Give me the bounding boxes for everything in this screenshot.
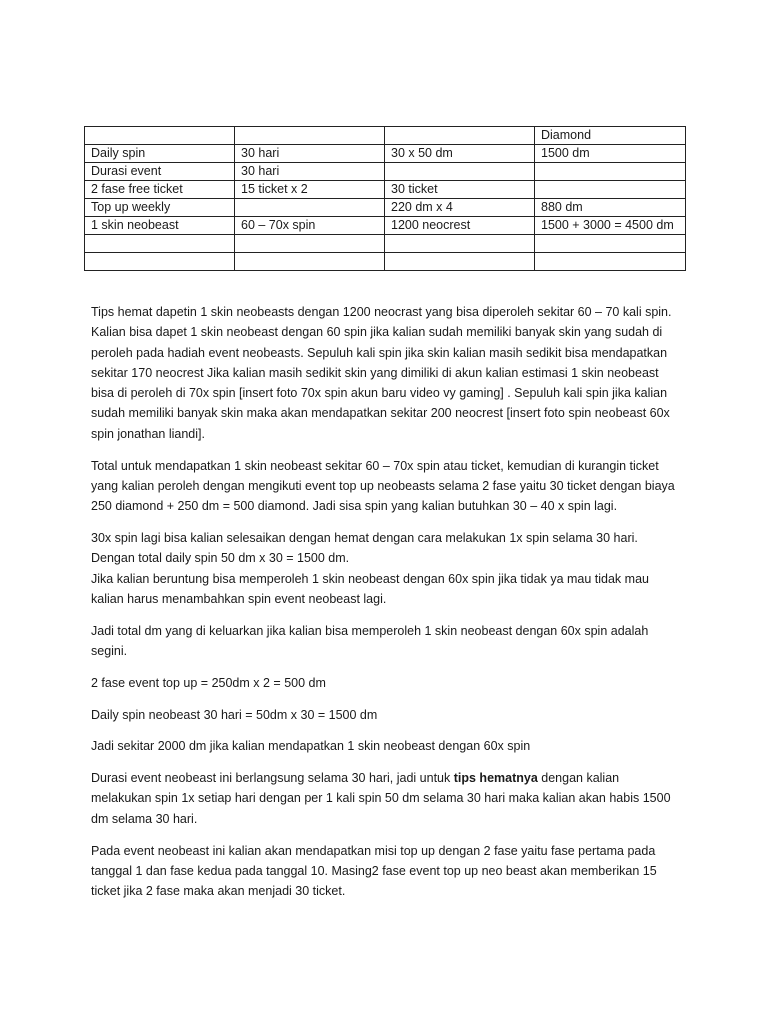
table-cell xyxy=(235,127,385,145)
paragraph-line: Dengan total daily spin 50 dm x 30 = 1500 dm. xyxy=(91,551,350,566)
table-cell: 220 dm x 4 xyxy=(385,199,535,217)
table-cell: 1500 + 3000 = 4500 dm xyxy=(535,217,686,235)
table-row xyxy=(85,217,686,235)
table-cell: 30 hari xyxy=(235,163,385,181)
paragraph-topup-calc: 2 fase event top up = 250dm x 2 = 500 dm xyxy=(91,675,326,690)
table-cell: Durasi event xyxy=(85,163,235,181)
paragraph-line: 30x spin lagi bisa kalian selesaikan dengan hemat dengan cara melakukan 1x spin selama 30 hari. xyxy=(91,530,638,545)
table-cell xyxy=(85,127,235,145)
body-text xyxy=(91,302,681,913)
table-row xyxy=(85,253,686,271)
paragraph-total-spin: Total untuk mendapatkan 1 skin neobeast sekitar 60 – 70x spin atau ticket, kemudian di kurangin ticket yang kalian peroleh dengan mengikuti event top up neobeasts selama 2 fase yaitu 30 ticket dengan biaya 250 diamond + 250 dm = 500 diamond. Jadi sisa spin yang kalian butuhkan 30 – 40 x spin lagi. xyxy=(91,458,675,514)
table-cell xyxy=(535,181,686,199)
summary-table xyxy=(84,126,686,271)
table-cell: 1200 neocrest xyxy=(385,217,535,235)
paragraph-duration xyxy=(91,768,681,829)
table-cell xyxy=(535,235,686,253)
table-row xyxy=(85,127,686,145)
table-cell: 30 hari xyxy=(235,145,385,163)
table-cell: Diamond xyxy=(535,127,686,145)
table-cell xyxy=(385,253,535,271)
table-cell xyxy=(235,235,385,253)
table-cell xyxy=(85,253,235,271)
table-cell: Daily spin xyxy=(85,145,235,163)
table-row xyxy=(85,145,686,163)
paragraph-text: Durasi event neobeast ini berlangsung selama 30 hari, jadi untuk xyxy=(91,771,454,786)
table-cell: 30 x 50 dm xyxy=(385,145,535,163)
table-cell: 1500 dm xyxy=(535,145,686,163)
table-cell: 15 ticket x 2 xyxy=(235,181,385,199)
paragraph-summary: Jadi sekitar 2000 dm jika kalian mendapatkan 1 skin neobeast dengan 60x spin xyxy=(91,739,531,754)
bold-text: tips hematnya xyxy=(453,771,538,786)
table-cell xyxy=(535,163,686,181)
table-row xyxy=(85,235,686,253)
table-cell: 30 ticket xyxy=(385,181,535,199)
table-row xyxy=(85,199,686,217)
paragraph-line: Jika kalian beruntung bisa memperoleh 1 skin neobeast dengan 60x spin jika tidak ya mau tidak mau kalian harus menambahkan spin event neobeast lagi. xyxy=(91,571,649,606)
table-cell: 2 fase free ticket xyxy=(85,181,235,199)
paragraph-daily-spin xyxy=(91,528,681,609)
paragraph-topup-mission: Pada event neobeast ini kalian akan mendapatkan misi top up dengan 2 fase yaitu fase pertama pada tanggal 1 dan fase kedua pada tanggal 10. Masing2 fase event top up neo beast akan memberikan 15 ticket jika 2 fase maka akan menjadi 30 ticket. xyxy=(91,843,657,899)
paragraph-daily-calc: Daily spin neobeast 30 hari = 50dm x 30 = 1500 dm xyxy=(91,707,378,722)
table-cell xyxy=(235,199,385,217)
table-cell: Top up weekly xyxy=(85,199,235,217)
table-cell: 1 skin neobeast xyxy=(85,217,235,235)
table-cell xyxy=(385,163,535,181)
table-cell xyxy=(235,253,385,271)
paragraph-tips: Tips hemat dapetin 1 skin neobeasts dengan 1200 neocrast yang bisa diperoleh sekitar 60 – 70 kali spin. Kalian bisa dapet 1 skin neobeast dengan 60 spin jika kalian sudah memiliki banyak skin yang sudah di peroleh pada hadiah event neobeasts. Sepuluh kali spin jika skin kalian masih sedikit bisa mendapatkan sekitar 170 neocrest Jika kalian masih sedikit skin yang dimiliki di akun kalian estimasi 1 skin neobeast bisa di peroleh di 70x spin [insert foto 70x spin akun baru video vy gaming] . Sepuluh kali spin jika kalian sudah memiliki banyak skin maka akan mendapatkan sekitar 200 neocrest [insert foto spin neobeast 60x spin jonathan liandi]. xyxy=(91,305,672,441)
table-cell xyxy=(385,127,535,145)
table-cell xyxy=(535,253,686,271)
paragraph-text: dengan kalian melakukan spin 1x setiap hari dengan per 1 kali spin 50 dm selama 30 hari maka kalian akan habis 1500 dm selama 30 hari. xyxy=(91,771,671,826)
table-row xyxy=(85,163,686,181)
table-cell: 880 dm xyxy=(535,199,686,217)
table-cell xyxy=(85,235,235,253)
table-cell xyxy=(385,235,535,253)
table-row xyxy=(85,181,686,199)
table-cell: 60 – 70x spin xyxy=(235,217,385,235)
paragraph-total-dm: Jadi total dm yang di keluarkan jika kalian bisa memperoleh 1 skin neobeast dengan 60x spin adalah segini. xyxy=(91,623,649,658)
